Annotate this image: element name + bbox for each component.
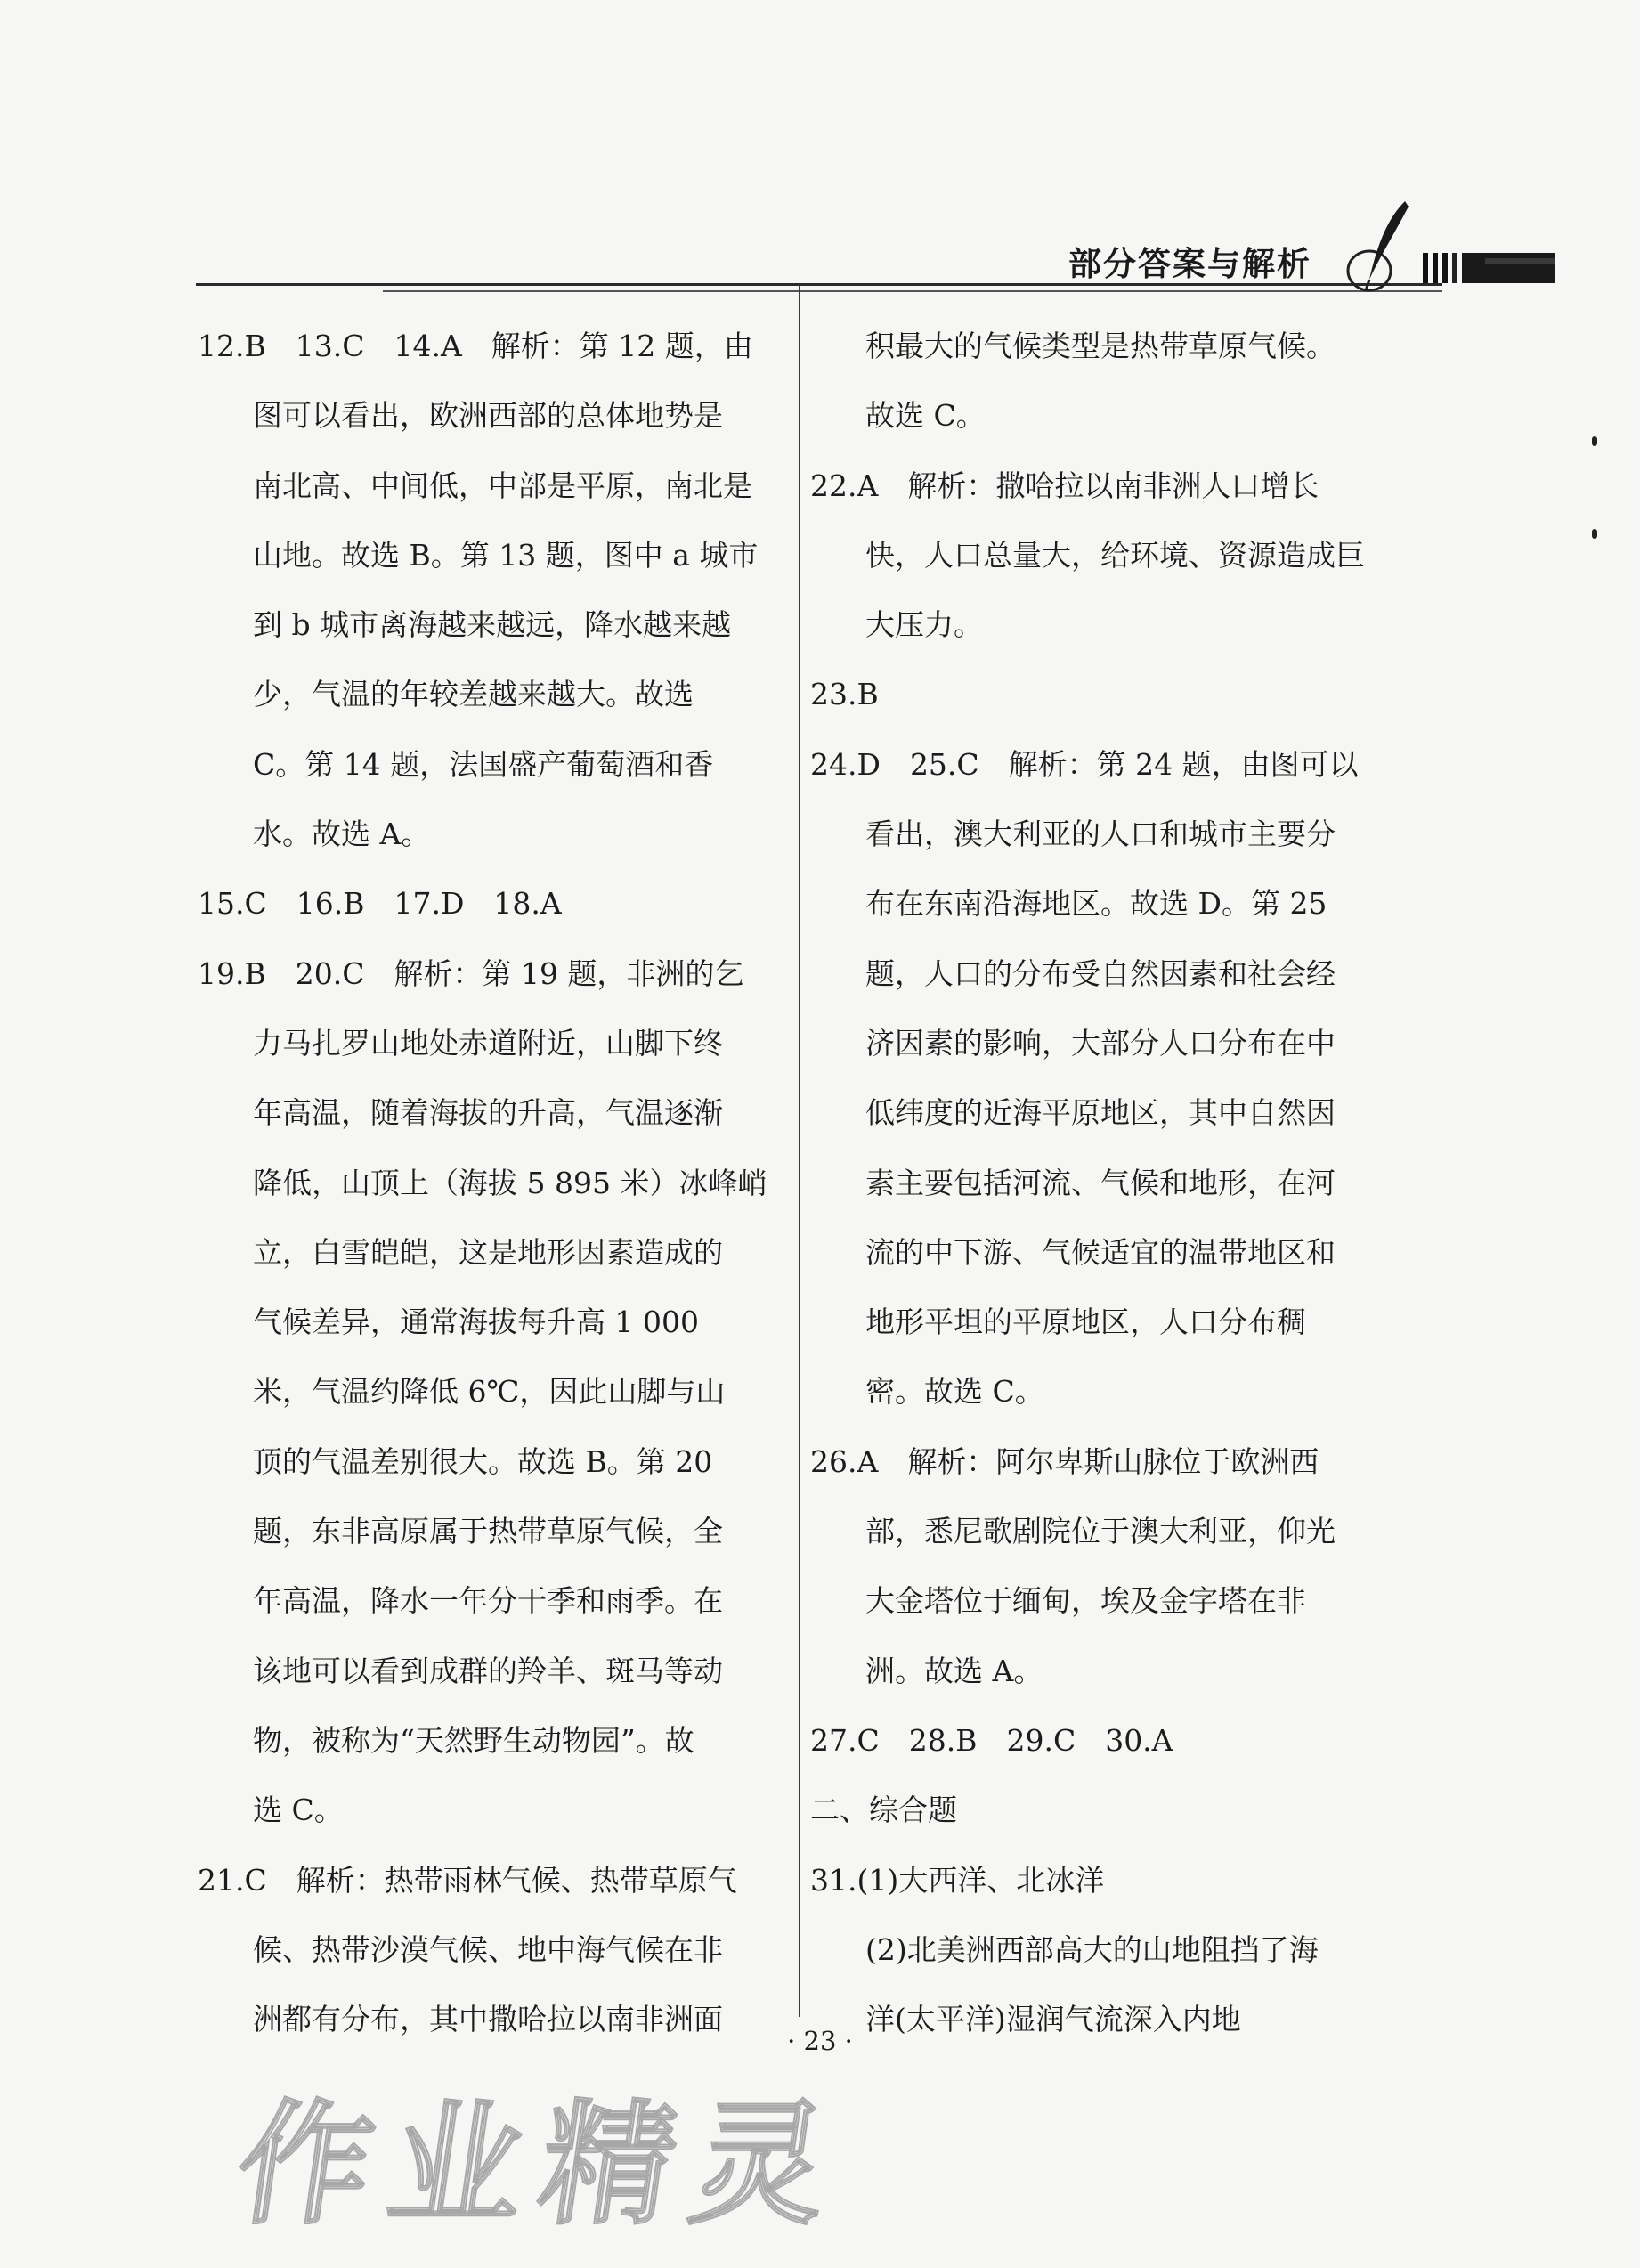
text-line: 年高温，降水一年分干季和雨季。在 [253,1583,723,1619]
margin-mark [1592,529,1597,539]
text-line: 地形平坦的平原地区，人口分布稠 [865,1305,1306,1340]
right-column [810,312,1398,2054]
page-number: · 23 · [787,2026,853,2056]
text-line: 19.B 20.C 解析：第 19 题，非洲的乞 [198,955,744,991]
text-line: 图可以看出，欧洲西部的总体地势是 [253,398,723,434]
text-line: 降低，山顶上（海拔 5 895 米）冰峰峭 [253,1165,767,1200]
header-bars-decoration [1423,253,1555,283]
text-line: 该地可以看到成群的羚羊、斑马等动 [253,1653,723,1688]
text-line: 看出，澳大利亚的人口和城市主要分 [865,817,1336,852]
text-line: 22.A 解析：撒哈拉以南非洲人口增长 [810,467,1319,503]
left-column [198,312,785,2054]
text-line: 题，东非高原属于热带草原气候，全 [253,1514,723,1549]
text-line: 24.D 25.C 解析：第 24 题，由图可以 [810,746,1359,782]
text-line: 31.(1)大西洋、北冰洋 [810,1862,1105,1898]
text-line: 力马扎罗山地处赤道附近，山脚下终 [253,1025,723,1061]
text-line: (2)北美洲西部高大的山地阻挡了海 [865,1931,1319,1967]
text-line: 部，悉尼歌剧院位于澳大利亚，仰光 [865,1514,1336,1549]
text-line: 少，气温的年较差越来越大。故选 [253,677,694,712]
text-line: 积最大的气候类型是热带草原气候。 [865,329,1336,363]
text-line: 洲。故选 A。 [865,1653,1043,1688]
text-line: 23.B [810,677,879,712]
text-line: 素主要包括河流、气候和地形，在河 [865,1165,1336,1200]
text-line: 洋(太平洋)湿润气流深入内地 [865,2002,1241,2037]
text-line: 米，气温约降低 6℃，因此山脚与山 [253,1374,726,1410]
text-line: 立，白雪皑皑，这是地形因素造成的 [253,1234,723,1270]
watermark-text: 作业精灵 [227,2088,856,2243]
text-line: 15.C 16.B 17.D 18.A [198,886,562,922]
text-line: 大金塔位于缅甸，埃及金字塔在非 [865,1583,1306,1619]
text-line: 布在东南沿海地区。故选 D。第 25 [865,886,1327,922]
text-line: 洲都有分布，其中撒哈拉以南非洲面 [253,2002,723,2037]
text-line: 大压力。 [865,607,983,643]
text-line: 故选 C。 [865,398,986,434]
page-header-title: 部分答案与解析 [1068,245,1311,283]
column-divider [799,285,800,2017]
text-line: 12.B 13.C 14.A 解析：第 12 题，由 [198,329,753,363]
text-line: 候、热带沙漠气候、地中海气候在非 [253,1931,723,1967]
text-line: C。第 14 题，法国盛产葡萄酒和香 [253,746,714,782]
text-line: 水。故选 A。 [253,817,431,852]
text-line: 低纬度的近海平原地区，其中自然因 [865,1095,1336,1131]
text-line: 顶的气温差别很大。故选 B。第 20 [253,1443,713,1479]
text-line: 到 b 城市离海越来越远，降水越来越 [253,607,732,643]
header-rule-thin [383,290,1442,292]
text-line: 济因素的影响，大部分人口分布在中 [865,1025,1336,1061]
text-line: 流的中下游、气候适宜的温带地区和 [865,1234,1336,1270]
text-line: 山地。故选 B。第 13 题，图中 a 城市 [253,537,759,573]
text-line: 题，人口的分布受自然因素和社会经 [865,955,1336,991]
text-line: 年高温，随着海拔的升高，气温逐渐 [253,1095,723,1131]
text-line: 密。故选 C。 [865,1374,1044,1410]
text-line: 二、综合题 [810,1792,957,1828]
margin-mark [1592,436,1597,446]
text-line: 21.C 解析：热带雨林气候、热带草原气 [198,1862,737,1898]
quill-icon [1343,198,1414,296]
text-line: 物，被称为“天然野生动物园”。故 [253,1722,694,1758]
text-line: 26.A 解析：阿尔卑斯山脉位于欧洲西 [810,1443,1319,1479]
text-line: 气候差异，通常海拔每升高 1 000 [253,1305,699,1340]
text-line: 南北高、中间低，中部是平原，南北是 [253,467,752,503]
text-line: 快，人口总量大，给环境、资源造成巨 [865,537,1365,573]
text-line: 27.C 28.B 29.C 30.A [810,1722,1173,1758]
text-line: 选 C。 [253,1792,344,1828]
